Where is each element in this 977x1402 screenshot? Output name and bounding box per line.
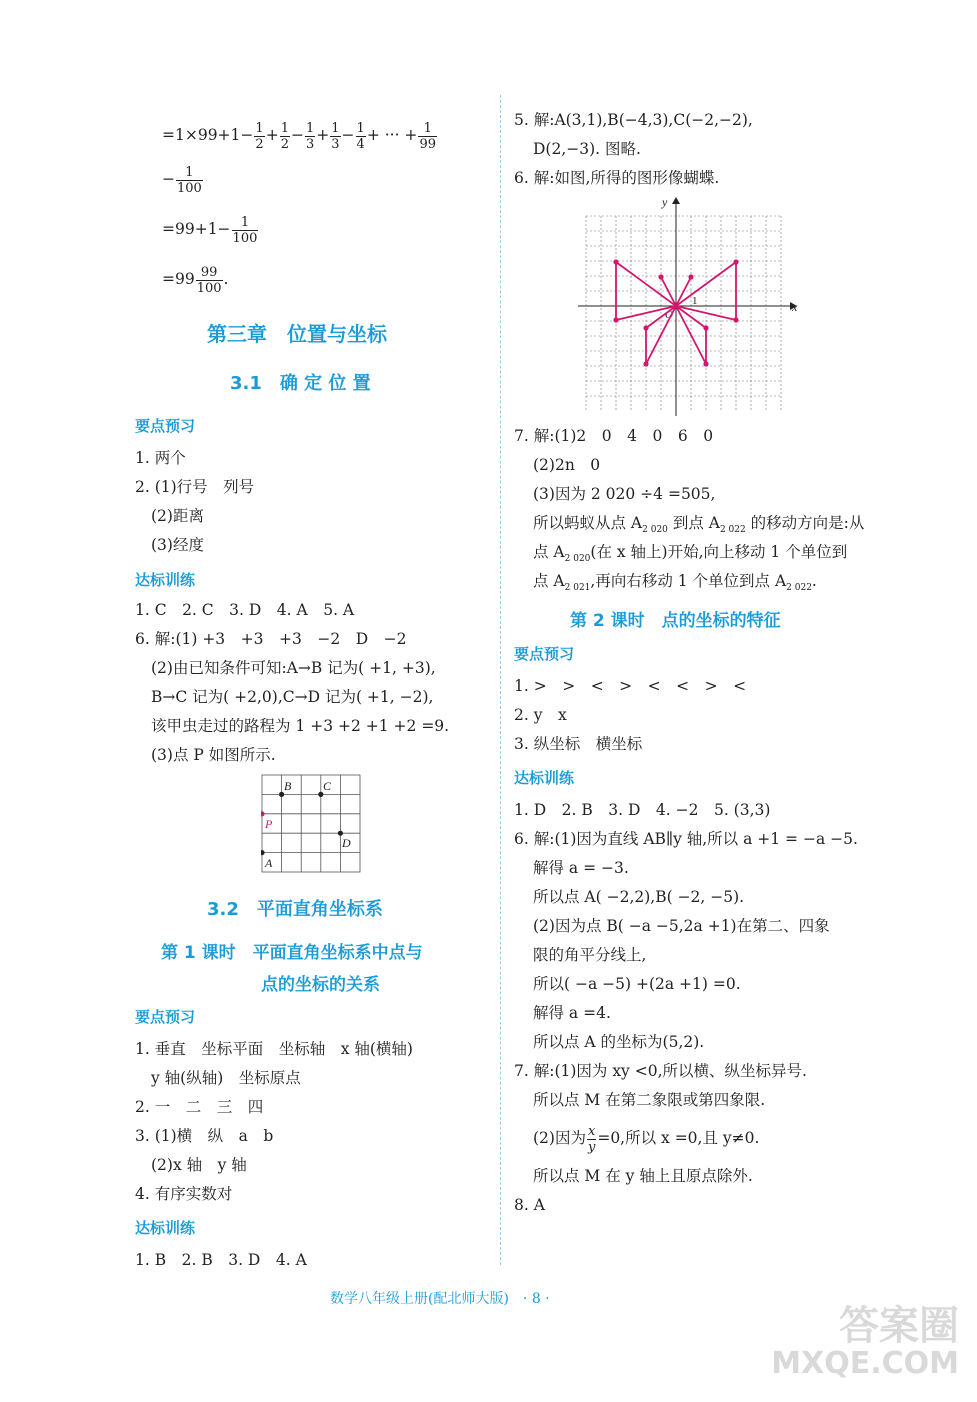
- preview-2-line: 3. (1)横 纵 a b: [135, 1127, 274, 1145]
- operator: +: [316, 126, 330, 144]
- grid-lines: [262, 775, 360, 872]
- operator: −: [341, 126, 355, 144]
- unit-label: 1: [692, 295, 698, 307]
- fraction: $\frac{1}{2}$: [255, 120, 264, 152]
- label-b: B: [284, 779, 292, 793]
- operator: +: [265, 126, 279, 144]
- preview-3-line: 3. 纵坐标 横坐标: [514, 735, 643, 753]
- train-3-line: 所以点 M 在 y 轴上且原点除外.: [533, 1167, 753, 1185]
- page-footer: 数学八年级上册(配北师大版) · 8 ·: [330, 1291, 550, 1307]
- fraction: $\frac{1}{3}$: [331, 120, 340, 152]
- preview-3-line: 2. y x: [514, 706, 567, 724]
- fraction: $\frac{99}{100}$: [196, 264, 222, 296]
- point-a: [261, 850, 265, 855]
- answer-7-move-3: 点 $A_{2 021}$,再向右移动 1 个单位到点 $A_{2 022}$.: [533, 572, 817, 594]
- fraction: $\frac{x}{y}$: [587, 1123, 596, 1155]
- fraction: $\frac{1}{99}$: [419, 120, 436, 152]
- train-3-line: 1. D 2. B 3. D 4. −2 5. (3,3): [514, 801, 771, 819]
- y-arrow-icon: [672, 197, 680, 204]
- calc-line-3: =99+1− $\frac{1}{100}$: [162, 214, 258, 246]
- train-3-line: 所以点 A 的坐标为(5,2).: [533, 1033, 705, 1051]
- train-1-line: 6. 解:(1) +3 +3 +3 −2 D −2: [135, 630, 407, 648]
- calc-line-2: − $\frac{1}{100}$: [162, 164, 202, 196]
- train-3-line: 7. 解:(1)因为 xy <0,所以横、纵坐标异号.: [514, 1062, 807, 1080]
- origin-label: O: [665, 309, 673, 321]
- train-1-line: (2)由已知条件可知:A→B 记为( +1, +3),: [151, 659, 436, 677]
- train-1-line: (3)点 P 如图所示.: [151, 746, 276, 764]
- train-3-line: 所以( −a −5) +(2a +1) =0.: [533, 975, 741, 993]
- preview-1-line: (2)距离: [151, 507, 204, 525]
- heading-train-1: 达标训练: [135, 571, 196, 589]
- calc-line-1: =1×99+1− $\frac{1}{2}$ + $\frac{1}{2}$ − $\frac{1}{3}$ + $\frac{1}{3}$ − $\frac{1}{4}$ + ··· + $\frac{1}{99}$: [162, 120, 436, 152]
- path-grid-figure: [261, 774, 362, 873]
- train-3-line: (2)因为点 B( −a −5,2a +1)在第二、四象: [533, 917, 830, 935]
- train-1-line: 1. C 2. C 3. D 4. A 5. A: [135, 601, 355, 619]
- train-3-line: 解得 a =4.: [533, 1004, 611, 1022]
- heading-preview-3: 要点预习: [514, 645, 575, 663]
- answer-7-move-1: 所以蚂蚁从点 $A_{2 020}$ 到点 $A_{2 022}$ 的移动方向是:从: [533, 514, 865, 536]
- watermark: 答案圈 MXQE.COM: [771, 1303, 959, 1381]
- train-2-line: 1. B 2. B 3. D 4. A: [135, 1251, 307, 1269]
- preview-2-line: 4. 有序实数对: [135, 1185, 233, 1203]
- train-3-line: 6. 解:(1)因为直线 AB∥y 轴,所以 a +1 = −a −5.: [514, 830, 858, 848]
- train-1-line: B→C 记为( +2,0),C→D 记为( +1, −2),: [151, 688, 434, 706]
- column-divider: [500, 95, 501, 1265]
- heading-preview-1: 要点预习: [135, 417, 196, 435]
- label-p: P: [265, 817, 273, 831]
- preview-3-line: 1. > > < > < < > <: [514, 677, 747, 695]
- train-3-line: 所以点 A( −2,2),B( −2, −5).: [533, 888, 745, 906]
- lesson-1-title-b: 点的坐标的关系: [261, 975, 380, 995]
- answer-5-line-1: 5. 解:A(3,1),B(−4,3),C(−2,−2),: [514, 111, 753, 129]
- section-title-3-1: 3.1 确 定 位 置: [230, 373, 371, 394]
- heading-train-2: 达标训练: [135, 1219, 196, 1237]
- fraction: $\frac{1}{2}$: [280, 120, 289, 152]
- x-axis-label: x: [792, 300, 798, 314]
- answer-6-line: 6. 解:如图,所得的图形像蝴蝶.: [514, 169, 720, 187]
- section-title-3-2: 3.2 平面直角坐标系: [207, 899, 383, 920]
- fraction: $\frac{1}{100}$: [232, 214, 258, 246]
- answer-7-line: 7. 解:(1)2 0 4 0 6 0: [514, 427, 714, 445]
- train-3-line: 限的角平分线上,: [533, 946, 647, 964]
- axes: [578, 202, 790, 416]
- preview-1-line: (3)经度: [151, 536, 204, 554]
- operator: −: [290, 126, 304, 144]
- preview-2-line: 2. 一 二 三 四: [135, 1098, 264, 1116]
- heading-train-3: 达标训练: [514, 769, 575, 787]
- fraction: $\frac{1}{3}$: [305, 120, 315, 152]
- label-a: A: [265, 856, 273, 870]
- preview-2-line: (2)x 轴 y 轴: [151, 1156, 247, 1174]
- answer-5-line-2: D(2,−3). 图略.: [533, 140, 641, 158]
- preview-2-line: 1. 垂直 坐标平面 坐标轴 x 轴(横轴): [135, 1040, 413, 1058]
- preview-2-line: y 轴(纵轴) 坐标原点: [151, 1069, 301, 1087]
- train-3-frac-line: (2)因为 $\frac{x}{y}$ =0,所以 x =0,且 y≠0.: [533, 1123, 760, 1155]
- lesson-1-title-a: 第 1 课时 平面直角坐标系中点与: [161, 943, 423, 963]
- answer-7-line: (3)因为 2 020 ÷4 =505,: [533, 485, 716, 503]
- fraction: $\frac{1}{100}$: [177, 164, 202, 196]
- train-3-line: 所以点 M 在第二象限或第四象限.: [533, 1091, 766, 1109]
- train-3-line: 解得 a = −3.: [533, 859, 629, 877]
- y-axis-label: y: [662, 196, 668, 209]
- butterfly-figure: [578, 196, 806, 416]
- lesson-2-title: 第 2 课时 点的坐标的特征: [570, 611, 781, 631]
- heading-preview-2: 要点预习: [135, 1008, 196, 1026]
- answer-7-line: (2)2n 0: [533, 456, 601, 474]
- train-3-line: 8. A: [514, 1196, 545, 1214]
- label-c: C: [323, 779, 332, 793]
- answer-7-move-2: 点 $A_{2 020}$(在 x 轴上)开始,向上移动 1 个单位到: [533, 543, 848, 565]
- calc-fractions: [253, 120, 366, 152]
- preview-1-line: 2. (1)行号 列号: [135, 478, 255, 496]
- label-d: D: [342, 836, 351, 850]
- chapter-title: 第三章 位置与坐标: [207, 322, 387, 346]
- train-1-line: 该甲虫走过的路程为 1 +3 +2 +1 +2 =9.: [151, 717, 450, 735]
- point-p: [261, 811, 265, 816]
- fraction: $\frac{1}{4}$: [356, 120, 365, 152]
- preview-1-line: 1. 两个: [135, 449, 186, 467]
- calc-line-4: =99 $\frac{99}{100}$ .: [162, 264, 229, 296]
